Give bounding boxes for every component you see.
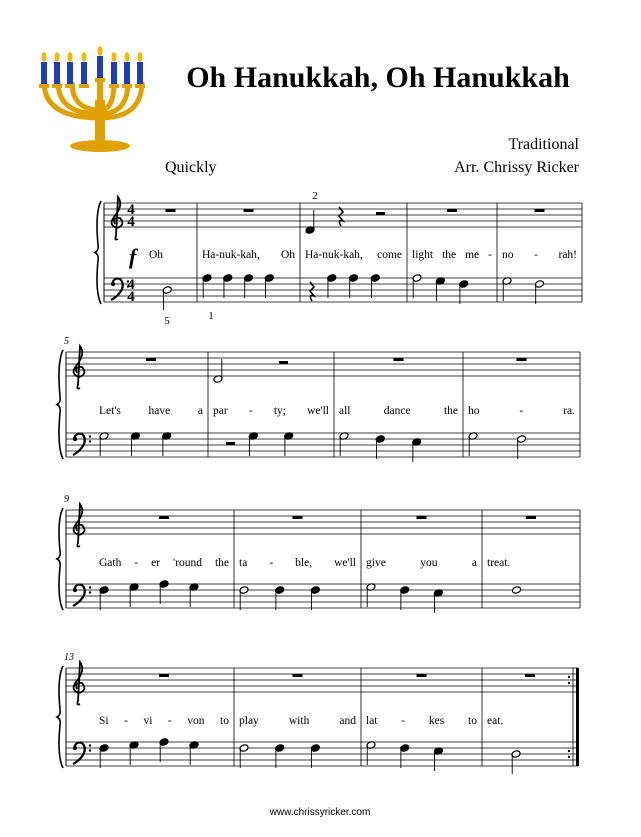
rest [339,207,343,226]
lyric-syllable: Si [99,715,109,727]
rest [159,516,169,519]
lyric-syllable: ta [239,557,248,569]
fingering: 5 [164,315,170,327]
lyric-syllable: we'll [334,557,356,569]
bass-clef-icon [73,585,85,606]
lyric-syllable: Gath [99,557,122,569]
rest [417,516,427,519]
lyric-syllable: ble, [295,557,313,569]
lyric-syllable: a [197,405,203,417]
lyric-syllable: - [124,715,128,727]
rest [517,358,527,361]
bass-staff [66,742,578,766]
brace [57,666,63,768]
brace [95,201,101,304]
fingering: 1 [208,310,214,322]
lyric-syllable: light [412,249,434,261]
treble-staff [66,510,580,534]
lyric-syllable: - [519,405,524,417]
arranger-credit: Arr. Chrissy Ricker [454,159,579,176]
lyric-syllable: give [366,557,386,569]
menorah-icon [39,46,145,152]
lyric-syllable: 'round [173,557,202,569]
rest [279,361,288,364]
lyric-syllable: treat. [487,557,511,569]
lyric-syllable: - [401,715,406,727]
rest [535,209,545,212]
lyric-syllable: you [420,557,438,569]
lyric-syllable: - [134,557,139,569]
bass-clef-icon [73,434,85,455]
tempo-marking: Quickly [165,159,217,176]
lyric-syllable: - [248,405,253,417]
rest [376,212,385,215]
bass-staff [66,433,580,457]
lyric-syllable: Ha-nuk-kah, [202,249,260,261]
lyric-syllable: Oh [149,249,164,261]
lyric-syllable: von [187,715,205,727]
staff-system [95,197,582,310]
rest [159,674,169,677]
lyric-syllable: with [288,715,310,727]
bass-staff [66,584,580,608]
lyric-syllable: to [220,715,229,727]
time-signature-bottom: 4 [127,289,135,305]
rest [526,516,536,519]
lyric-syllable: lat [366,715,378,727]
lyric-syllable: come [377,249,402,261]
staff-system [57,652,579,774]
lyric-syllable: we'll [307,405,329,417]
rest [293,516,303,519]
treble-staff [66,668,578,692]
lyric-syllable: par [213,405,228,417]
staff-system [57,336,580,462]
bass-clef-icon [111,279,123,300]
lyric-syllable: the [442,249,457,261]
measure-number: 5 [64,336,69,347]
lyric-syllable: a [471,557,477,569]
time-signature-top: 4 [127,277,135,293]
rest [244,209,254,212]
brace [57,508,63,610]
lyric-syllable: vi [143,715,153,727]
brace [57,350,63,459]
lyric-syllable: all [339,405,351,417]
dynamic-marking: f [129,244,137,269]
lyric-syllable: - [534,249,538,261]
lyric-syllable: no [502,249,514,261]
treble-staff [66,352,580,376]
final-repeat-barline [576,668,579,766]
lyric-syllable: eat. [487,715,504,727]
lyric-syllable: - [488,249,492,261]
measure-number: 9 [64,494,69,505]
measure-number: 13 [64,652,74,663]
rest [525,674,535,677]
composer-credit: Traditional [508,136,579,153]
lyric-syllable: - [167,715,172,727]
lyric-syllable: have [148,405,171,417]
lyric-syllable: Oh [280,249,295,261]
lyric-syllable: ty; [273,405,286,417]
rest [146,358,156,361]
lyric-syllable: the [214,557,229,569]
bass-clef-icon [73,743,85,764]
lyric-syllable: er [151,557,161,569]
rest [310,282,314,301]
lyric-syllable: to [468,715,477,727]
treble-staff [104,203,582,227]
staff-system [57,494,580,613]
lyric-syllable: - [269,557,274,569]
rest [394,358,404,361]
rest [447,209,457,212]
time-signature-bottom: 4 [127,214,135,230]
lyric-syllable: dance [383,405,411,417]
fingering: 2 [312,190,318,202]
lyric-syllable: Let's [99,405,121,417]
time-signature-top: 4 [127,202,135,218]
rest [166,209,176,212]
rest [293,674,303,677]
lyric-syllable: ho [468,405,480,417]
lyric-syllable: kes [428,715,445,727]
lyric-syllable: me [465,249,480,261]
footer-url: www.chrissyricker.com [269,807,371,818]
lyric-syllable: the [443,405,458,417]
rest [417,674,427,677]
note [512,586,522,595]
lyric-syllable: Ha-nuk-kah, [305,249,363,261]
song-title: Oh Hanukkah, Oh Hanukkah [186,61,570,94]
rest [226,442,235,445]
lyric-syllable: rah! [558,249,577,261]
lyric-syllable: and [339,715,356,727]
lyric-syllable: play [239,715,259,727]
lyric-syllable: ra. [563,405,575,417]
